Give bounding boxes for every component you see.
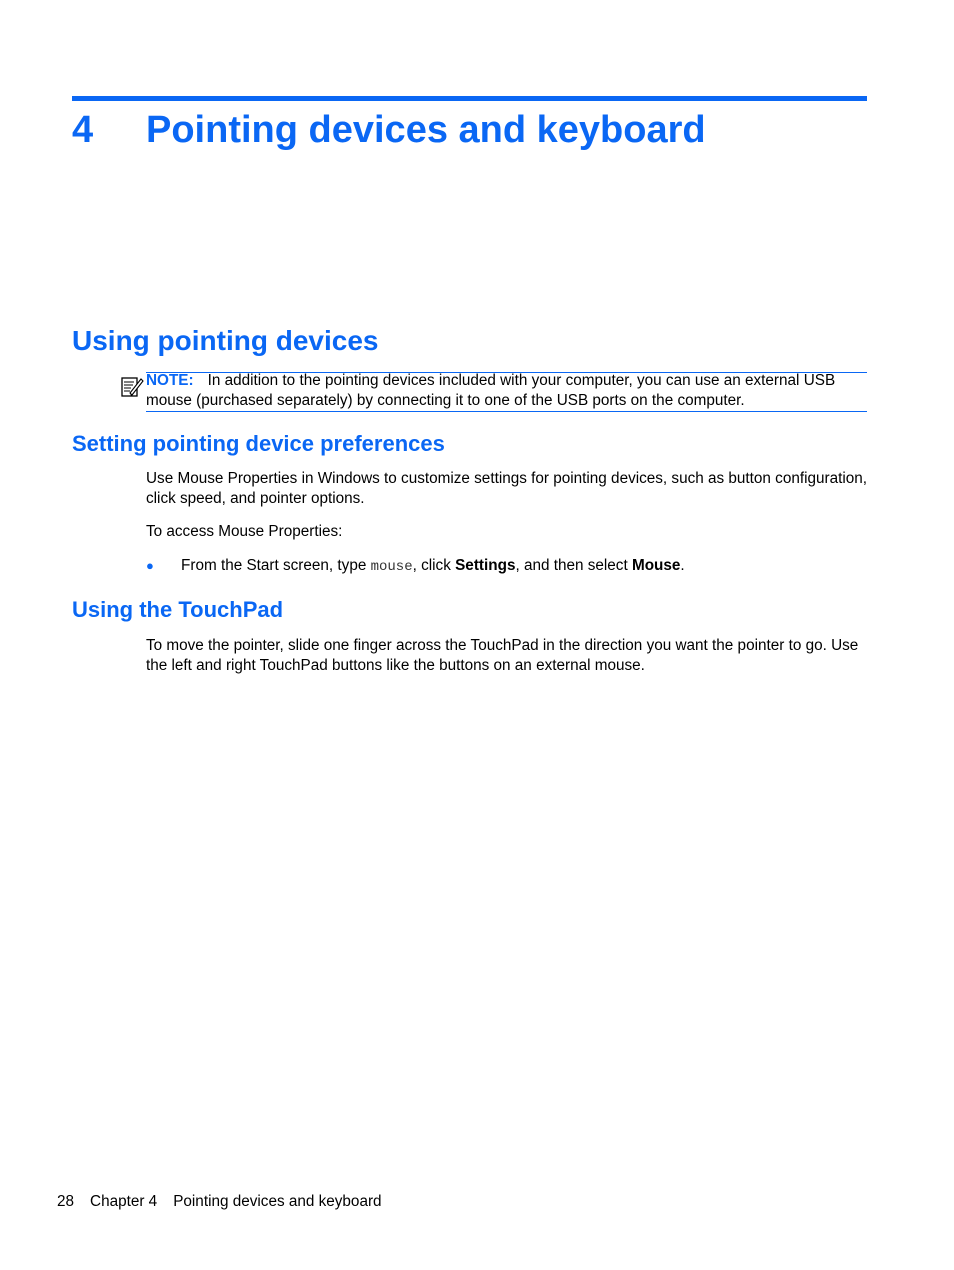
footer-title: Pointing devices and keyboard <box>173 1193 382 1210</box>
list-item <box>181 556 685 577</box>
subsection-title-touchpad: Using the TouchPad <box>72 597 284 622</box>
bullet-dot-icon: ● <box>146 558 154 573</box>
bullet-mouse: Mouse <box>631 557 681 574</box>
chapter-rule <box>72 96 867 101</box>
bullet-text-mid2: , and then select <box>515 557 632 574</box>
bullet-text-post: . <box>680 557 685 574</box>
bullet-code: mouse <box>370 559 413 575</box>
paragraph-touchpad: To move the pointer, slide one finger across the TouchPad in the direction you want the pointer to go. Use the left and right TouchPad buttons like the buttons on an external mouse. <box>146 637 859 674</box>
footer-chapter: Chapter 4 <box>90 1193 158 1210</box>
chapter-number: 4 <box>72 109 94 151</box>
paragraph-preferences: Use Mouse Properties in Windows to customize settings for pointing devices, such as button configuration, click speed, and pointer options. <box>146 470 868 507</box>
note-pencil-icon <box>120 374 144 398</box>
note <box>146 371 867 410</box>
bullet-text-pre: From the Start screen, type <box>181 557 371 574</box>
note-label: NOTE: <box>146 372 194 389</box>
note-text: In addition to the pointing devices included with your computer, you can use an external USB mouse (purchased separately) by connecting it to one of the USB ports on the computer. <box>146 372 836 409</box>
bullet-settings: Settings <box>455 557 516 574</box>
section-title: Using pointing devices <box>72 325 379 356</box>
paragraph-access: To access Mouse Properties: <box>146 523 343 540</box>
page-number: 28 <box>57 1193 75 1210</box>
page-footer <box>57 1192 398 1212</box>
subsection-title-preferences: Setting pointing device preferences <box>72 431 445 456</box>
chapter-heading <box>72 104 706 156</box>
chapter-title: Pointing devices and keyboard <box>146 109 706 151</box>
bullet-text-mid: , click <box>412 557 456 574</box>
